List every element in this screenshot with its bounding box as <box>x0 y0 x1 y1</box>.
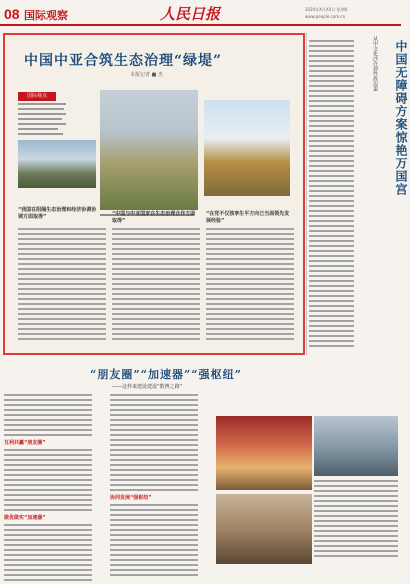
lower-subhead-b: 做优做实“加速器” <box>4 515 46 521</box>
masthead <box>0 0 401 34</box>
lower-photo-terminal <box>314 416 398 476</box>
feature-photo-tree-planting <box>204 100 290 196</box>
feature-body-col-1 <box>18 228 106 343</box>
lower-subhead-a: 互利共赢“朋友圈” <box>4 440 46 446</box>
feature-photo-orchard <box>100 90 198 210</box>
right-series-label: 从中文化沙许到性故边道 <box>372 36 378 91</box>
website-line: www.people.com.cn <box>305 14 346 19</box>
lower-subhead-c: 协同发展“强枢纽” <box>110 495 152 501</box>
lower-subheadline: ——这样来建设建设“数博之路” <box>112 384 183 390</box>
lower-right-body <box>314 480 398 560</box>
lower-photo-expo <box>216 416 312 490</box>
lower-col-2 <box>110 394 198 579</box>
feature-subhead-2: “中国与中亚国家在生态治理合作方面取得” <box>112 211 196 224</box>
section-title: 国际观察 <box>24 9 68 22</box>
feature-photo-workers <box>18 140 96 188</box>
feature-lead-text <box>18 103 66 138</box>
masthead-rule <box>0 24 401 26</box>
feature-tag <box>18 92 56 101</box>
feature-subhead-3: “在党不仅独享生平方向已当面领先发展经验” <box>206 211 290 224</box>
date-line: 2024年X月XX日 星期X <box>305 7 348 12</box>
lower-col-1 <box>4 394 92 584</box>
column-divider <box>306 33 307 355</box>
feature-subhead-1: “我国在阻隔生态治理和经济协调协调方面取得” <box>18 207 97 220</box>
lower-headline[interactable]: “朋友圈”“加速器”“强枢纽” <box>90 368 242 381</box>
feature-tag-label: 国际视点 <box>26 93 47 99</box>
newspaper-logo: 人民日报 <box>160 5 221 23</box>
feature-body-col-3 <box>206 228 294 343</box>
feature-headline[interactable]: 中国中亚合筑生态治理“绿堤” <box>24 53 223 69</box>
lower-photo-booth <box>216 494 312 564</box>
page-number: 08 <box>4 6 20 22</box>
feature-body-col-2 <box>112 228 200 343</box>
feature-byline: 本报记者 ■ 杰 <box>130 72 163 78</box>
right-column-body <box>309 40 354 350</box>
right-headline[interactable]: 中国无障碍方案惊艳万国宫 <box>394 40 408 196</box>
